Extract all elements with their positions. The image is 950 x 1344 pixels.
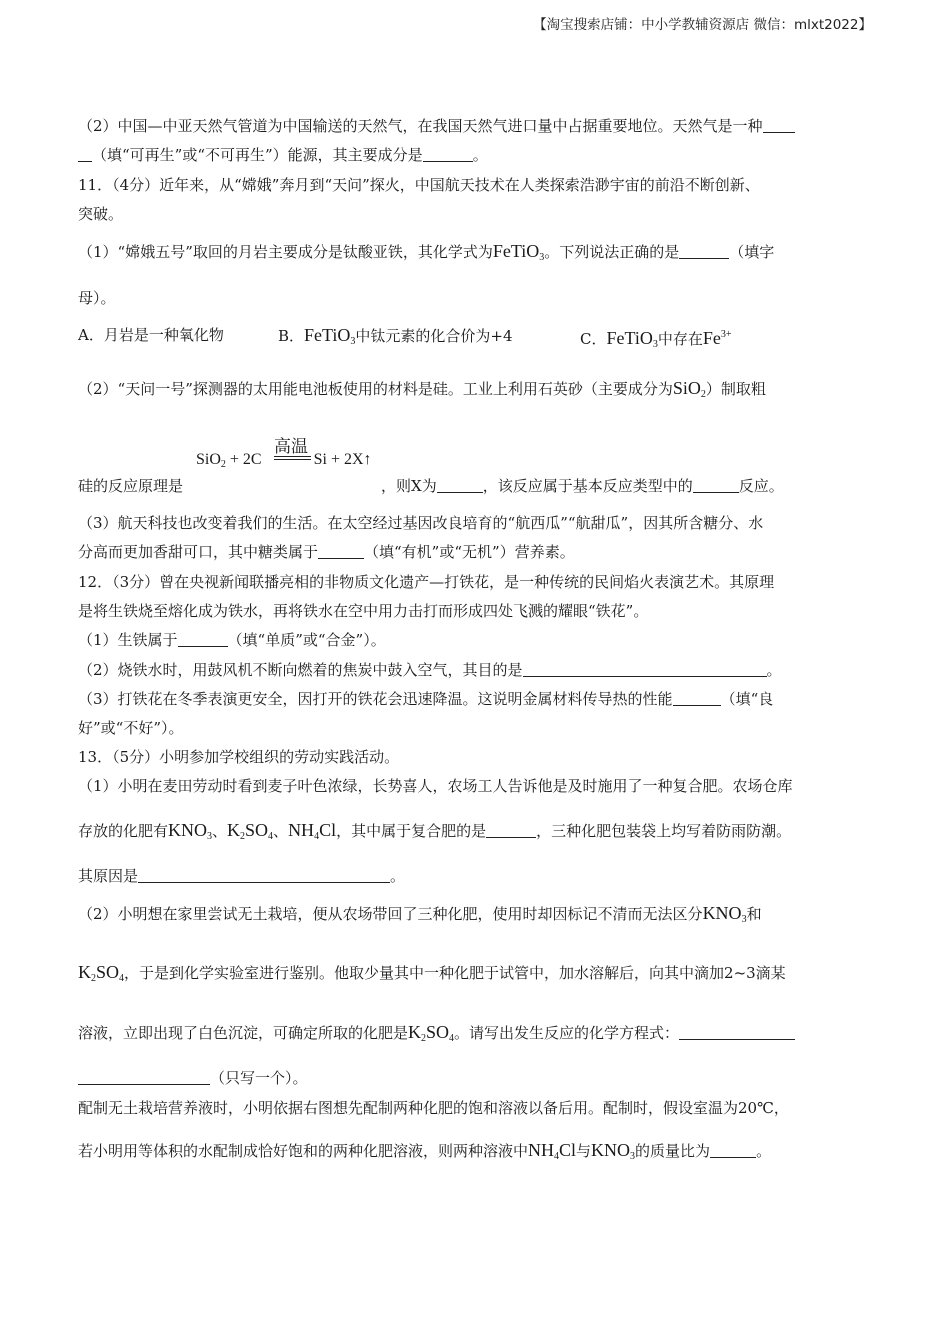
separator: 、 [273,822,289,840]
formula-sub: 4 [268,831,274,842]
q13-p2-text: 和 [746,905,762,923]
answer-blank[interactable] [486,823,536,838]
formula-sub: 2 [91,973,96,984]
formula-kno3 [591,1140,635,1160]
formula-sub: 3 [741,914,747,925]
q13-p1-text: 其原因是 [78,867,139,885]
formula-k2so4 [408,1022,454,1042]
q13-p2-text: （只写一个）。 [210,1069,308,1087]
q13-head-text: 13．（5分）小明参加学校组织的劳动实践活动。 [78,748,400,766]
q12-p1 [78,630,386,650]
q11-p1-text: 母）。 [78,289,116,307]
answer-blank[interactable] [679,244,729,259]
page-header: 【淘宝搜索店铺：中小学教辅资源店 微信：mlxt2022】 [533,17,872,33]
option-a-text: A．月岩是一种氧化物 [78,326,224,344]
answer-blank[interactable] [423,147,473,162]
q12-p1-text: （1）生铁属于 [78,631,178,649]
reaction-equation [196,451,372,470]
q13-p2-cont3 [78,1068,308,1088]
q12-p2 [78,660,782,680]
q13-p1-text: （1）小明在麦田劳动时看到麦子叶色浓绿，长势喜人，农场工人告诉他是及时施用了一种复合肥。农场仓库 [78,777,793,795]
q11-option-a[interactable] [78,325,224,345]
q11-p3-text: 分高而更加香甜可口，其中糖类属于 [78,543,319,561]
formula-sub: 3 [207,831,213,842]
formula-text: KNO [702,903,742,923]
formula-sup: 3+ [720,329,732,340]
q13-p2-text: ，于是到化学实验室进行鉴别。他取少量其中一种化肥于试管中，加水溶解后，向其中滴加2~3滴某 [124,964,786,982]
q13-p2 [78,903,762,930]
answer-blank[interactable] [679,1025,795,1040]
q10-p2-line1 [78,116,795,136]
formula-text: KNO [591,1140,631,1160]
formula-text: FeTiO [606,328,653,348]
q13-p2-text: 溶液，立即出现了白色沉淀，可确定所取的化肥是 [78,1024,409,1042]
q11-option-b[interactable] [278,325,513,352]
formula-sub: 2 [700,389,706,400]
q13-p1-end [78,866,405,886]
q12-heading-cont [78,601,648,621]
answer-blank[interactable] [673,691,721,706]
formula-nh4cl [528,1140,576,1160]
q11-p1 [78,241,774,268]
q12-p3-text: （填“良 [720,690,774,708]
q11-head-text: 突破。 [78,205,124,223]
q11-p3-cont [78,542,575,562]
answer-blank[interactable] [78,147,92,162]
formula-text: SiO [196,451,221,468]
q11-p1-cont [78,288,116,308]
punct: 。 [472,146,488,164]
formula-nh4cl [288,820,336,840]
q13-p3-text: 的质量比为 [635,1142,711,1160]
formula-text: Cl [559,1140,577,1160]
q12-p3-text: （3）打铁花在冬季表演更安全，因打开的铁花会迅速降温。这说明金属材料传导热的性能 [78,690,673,708]
formula-sub: 3 [539,252,545,263]
q11-p2-text: 硅的反应原理是 [78,477,184,495]
formula-text: Cl [319,820,337,840]
q12-p2-text: （2）烧铁水时，用鼓风机不断向燃着的焦炭中鼓入空气，其目的是 [78,661,523,679]
formula-sub: 4 [314,831,320,842]
option-b-text: 中钛元素的化合价为+4 [355,327,513,345]
q11-p2-text: ，该反应属于基本反应类型中的 [482,477,693,495]
formula-sub: 4 [554,1151,560,1162]
formula-sub: 3 [652,339,658,350]
formula-text: FeTiO [492,241,540,261]
q11-p2-text: 反应。 [738,477,784,495]
q10-p2-line2 [78,145,488,165]
q11-p2 [78,378,766,405]
q13-p1-text: 。 [390,867,406,885]
q13-p3-text: 与 [576,1142,592,1160]
formula-fetio3 [493,241,544,261]
q11-p3-text: （3）航天科技也改变着我们的生活。在太空经过基因改良培育的“航西瓜”“航甜瓜”，因其所含糖分、水 [78,514,764,532]
q13-p1 [78,776,793,796]
q11-p1-text: （填字 [729,243,775,261]
q11-p2-cont [78,476,784,496]
formula-kno3 [703,903,747,923]
q11-p1-text: （1）“嫦娥五号”取回的月岩主要成分是钛酸亚铁，其化学式为 [78,243,493,261]
separator: 、 [212,822,228,840]
formula-fetio3 [304,325,355,345]
formula-sub: 3 [350,336,356,347]
formula-sub: 3 [630,1151,636,1162]
q13-p2-text: （2）小明想在家里尝试无土栽培，便从农场带回了三种化肥，使用时却因标记不清而无法区分 [78,905,703,923]
formula-k2so4 [78,962,124,982]
answer-blank[interactable] [693,478,739,493]
formula-sub: 4 [119,973,125,984]
formula-text: SO [426,1022,450,1042]
q13-p3-text: 。 [756,1142,772,1160]
q13-p1-text: 存放的化肥有 [78,822,169,840]
q11-p1-text: 。下列说法正确的是 [544,243,680,261]
q12-p2-text: 。 [766,661,782,679]
formula-text: SO [96,962,120,982]
formula-sub: 4 [449,1033,455,1044]
q12-heading [78,572,774,592]
reaction-condition: 高温 [274,437,308,457]
q11-heading [78,175,760,195]
q13-p3 [78,1098,789,1118]
q13-p2-cont2 [78,1022,795,1049]
formula-k2so4 [227,820,273,840]
q13-p1-text: ，三种化肥包装袋上均写着防雨防潮。 [536,822,792,840]
equation-left: + 2C [229,451,262,468]
answer-blank[interactable] [78,1070,210,1085]
formula-text: SiO [672,378,701,398]
q11-head-text: 11．（4分）近年来，从“嫦娥”奔月到“天问”探火，中国航天技术在人类探索浩渺宇宙的前沿不断创新、 [78,176,760,194]
q10-p2-text: （填“可再生”或“不可再生”）能源，其主要成分是 [92,146,423,164]
q13-p1-cont [78,820,791,847]
answer-blank[interactable] [318,544,364,559]
q13-p3-cont [78,1140,771,1167]
answer-blank[interactable] [138,868,390,883]
option-c-text: 中存在 [657,330,703,348]
formula-text: FeTiO [304,325,351,345]
q11-p2-text: ）制取粗 [705,380,766,398]
q11-p2-text: （2）“天问一号”探测器的太用能电池板使用的材料是硅。工业上利用石英砂（主要成分为 [78,380,673,398]
formula-text: NH [288,820,315,840]
option-label: C． [580,330,607,348]
equation-right: Si + 2X↑ [313,451,372,468]
q10-p2-text: （2）中国—中亚天然气管道为中国输送的天然气，在我国天然气进口量中占据重要地位。天然气是一种 [78,117,763,135]
formula-text: K [408,1022,422,1042]
formula-text: KNO [168,820,208,840]
answer-blank[interactable] [523,662,767,677]
q12-p3-text: 好”或“不好”）。 [78,719,184,737]
q11-heading-cont [78,204,123,224]
q13-p3-text: 若小明用等体积的水配制成恰好饱和的两种化肥溶液，则两种溶液中 [78,1142,529,1160]
q12-p3 [78,689,773,709]
formula-text: NH [528,1140,555,1160]
formula-kno3 [168,820,212,840]
formula-fe3plus [703,328,732,348]
q11-p3-text: （填“有机”或“无机”）营养素。 [364,543,575,561]
formula-text: SO [245,820,269,840]
q13-p2-text: 。请写出发生反应的化学方程式： [454,1024,680,1042]
q12-p1-text: （填“单质”或“合金”）。 [227,631,386,649]
q13-p2-cont [78,962,786,989]
answer-blank[interactable] [437,478,483,493]
q13-p3-text: 配制无土栽培营养液时，小明依据右图想先配制两种化肥的饱和溶液以备后用。配制时，假设室温为20℃， [78,1099,789,1117]
q11-p2-text: ，则X为 [381,477,437,495]
formula-text: K [78,962,91,982]
option-label: B． [278,327,305,345]
q13-heading [78,747,399,767]
formula-text: Fe [702,328,721,348]
q12-head-text: 是将生铁烧至熔化成为铁水，再将铁水在空中用力击打而形成四处飞溅的耀眼“铁花”。 [78,602,649,620]
formula-text: K [227,820,241,840]
formula-sub: 2 [220,459,226,470]
formula-sub: 2 [421,1033,427,1044]
q11-p3 [78,513,763,533]
answer-blank[interactable] [763,118,795,133]
q11-option-c[interactable] [580,325,732,355]
answer-blank[interactable] [710,1143,756,1158]
formula-sio2 [673,378,706,398]
formula-sub: 2 [240,831,246,842]
q12-p3-cont [78,718,184,738]
formula-fetio3 [606,328,657,348]
q13-p1-text: ，其中属于复合肥的是 [336,822,487,840]
q12-head-text: 12．（3分）曾在央视新闻联播亮相的非物质文化遗产—打铁花，是一种传统的民间焰火表演艺术。其原理 [78,573,775,591]
answer-blank[interactable] [178,632,228,647]
